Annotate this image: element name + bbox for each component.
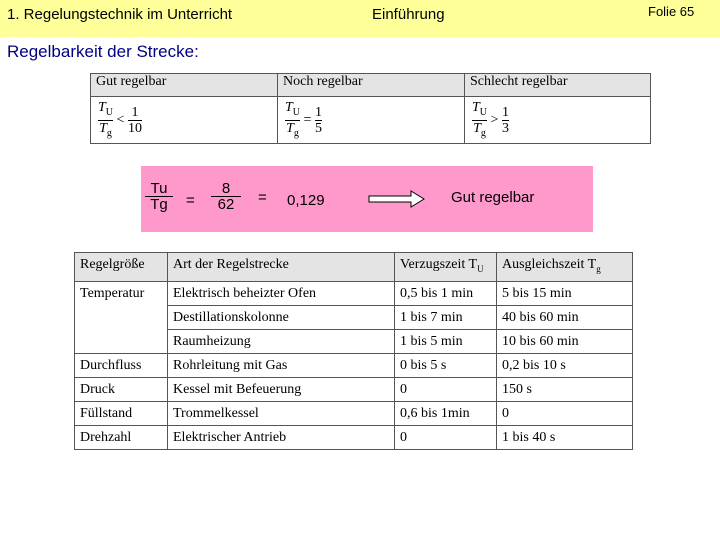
column-header bbox=[497, 253, 633, 282]
t: T bbox=[472, 100, 480, 115]
table-cell: Elektrischer Antrieb bbox=[168, 425, 395, 449]
table-cell: Destillationskolonne bbox=[168, 305, 395, 329]
column-header bbox=[395, 253, 497, 282]
criteria-formula bbox=[465, 97, 651, 144]
example-verdict: Gut regelbar bbox=[451, 189, 535, 206]
table-row bbox=[75, 353, 633, 377]
table-cell: 1 bis 5 min bbox=[395, 329, 497, 353]
page-title: Regelbarkeit der Strecke: bbox=[7, 42, 199, 61]
process-table bbox=[74, 252, 633, 450]
table-row bbox=[75, 377, 633, 401]
slide-number: Folie 65 bbox=[648, 4, 695, 19]
threshold bbox=[502, 105, 509, 136]
table-cell: 0 bbox=[395, 425, 497, 449]
sub: g bbox=[106, 127, 112, 139]
header-sub: U bbox=[477, 263, 484, 274]
tu-tg-ratio bbox=[98, 100, 113, 141]
criteria-formula bbox=[278, 97, 465, 144]
tu-tg-ratio bbox=[285, 100, 300, 141]
table-cell: 0 bbox=[395, 377, 497, 401]
criteria-header: Schlecht regelbar bbox=[465, 74, 651, 97]
course-title: 1. Regelungstechnik im Unterricht bbox=[7, 6, 233, 23]
value-numerator: 8 bbox=[211, 181, 241, 197]
num: 1 bbox=[128, 105, 142, 121]
t: T bbox=[285, 100, 293, 115]
sub: g bbox=[480, 127, 486, 139]
num: 1 bbox=[314, 104, 322, 120]
sub: U bbox=[292, 106, 301, 118]
sub: U bbox=[105, 106, 114, 118]
section-title: Einführung bbox=[372, 6, 445, 23]
criteria-formula bbox=[91, 97, 278, 144]
table-cell: Drehzahl bbox=[75, 425, 168, 449]
table-cell: Rohrleitung mit Gas bbox=[168, 353, 395, 377]
table-cell: Kessel mit Befeuerung bbox=[168, 377, 395, 401]
equals-sign: = bbox=[186, 192, 195, 209]
criteria-header: Noch regelbar bbox=[278, 74, 465, 97]
threshold bbox=[128, 105, 142, 136]
comparison-operator: = bbox=[303, 112, 312, 128]
table-cell: 5 bis 15 min bbox=[497, 281, 633, 305]
criteria-header: Gut regelbar bbox=[91, 74, 278, 97]
tu-tg-ratio bbox=[472, 100, 487, 141]
t: T bbox=[99, 120, 107, 136]
header-text: Verzugszeit T bbox=[400, 257, 478, 272]
num: 1 bbox=[501, 104, 509, 120]
t: T bbox=[286, 120, 294, 136]
column-header: Art der Regelstrecke bbox=[168, 253, 395, 282]
table-cell: 0 bis 5 s bbox=[395, 353, 497, 377]
criteria-table bbox=[90, 73, 651, 144]
table-cell: 0,5 bis 1 min bbox=[395, 281, 497, 305]
table-cell: 150 s bbox=[497, 377, 633, 401]
sub: U bbox=[479, 106, 488, 118]
den: 3 bbox=[501, 120, 509, 136]
t: T bbox=[98, 100, 106, 115]
example-values bbox=[211, 181, 241, 212]
example-result: 0,129 bbox=[287, 192, 325, 209]
threshold bbox=[315, 105, 322, 136]
table-cell: Elektrisch beheizter Ofen bbox=[168, 281, 395, 305]
ratio-numerator: Tu bbox=[145, 181, 173, 197]
table-cell: Durchfluss bbox=[75, 353, 168, 377]
header-sub: g bbox=[596, 263, 601, 274]
table-row bbox=[75, 401, 633, 425]
table-cell: 40 bis 60 min bbox=[497, 305, 633, 329]
sub: g bbox=[293, 127, 299, 139]
t: T bbox=[473, 120, 481, 136]
table-cell: 1 bis 40 s bbox=[497, 425, 633, 449]
den: 10 bbox=[127, 120, 142, 136]
table-cell: 0,2 bis 10 s bbox=[497, 353, 633, 377]
equals-sign: = bbox=[258, 189, 267, 206]
den: 5 bbox=[314, 120, 322, 136]
table-cell: Trommelkessel bbox=[168, 401, 395, 425]
comparison-operator: > bbox=[490, 112, 499, 128]
table-cell: 0 bbox=[497, 401, 633, 425]
comparison-operator: < bbox=[116, 112, 125, 128]
table-row bbox=[75, 281, 633, 305]
table-cell: Füllstand bbox=[75, 401, 168, 425]
column-header: Regelgröße bbox=[75, 253, 168, 282]
table-row bbox=[75, 425, 633, 449]
table-cell: Druck bbox=[75, 377, 168, 401]
table-cell: 0,6 bis 1min bbox=[395, 401, 497, 425]
arrow-right-icon bbox=[368, 190, 426, 208]
example-ratio bbox=[145, 181, 173, 212]
table-cell: Raumheizung bbox=[168, 329, 395, 353]
ratio-denominator: Tg bbox=[150, 196, 168, 213]
table-cell: Temperatur bbox=[75, 281, 168, 353]
header-text: Ausgleichszeit T bbox=[502, 257, 597, 272]
table-cell: 10 bis 60 min bbox=[497, 329, 633, 353]
value-denominator: 62 bbox=[217, 196, 235, 213]
table-cell: 1 bis 7 min bbox=[395, 305, 497, 329]
